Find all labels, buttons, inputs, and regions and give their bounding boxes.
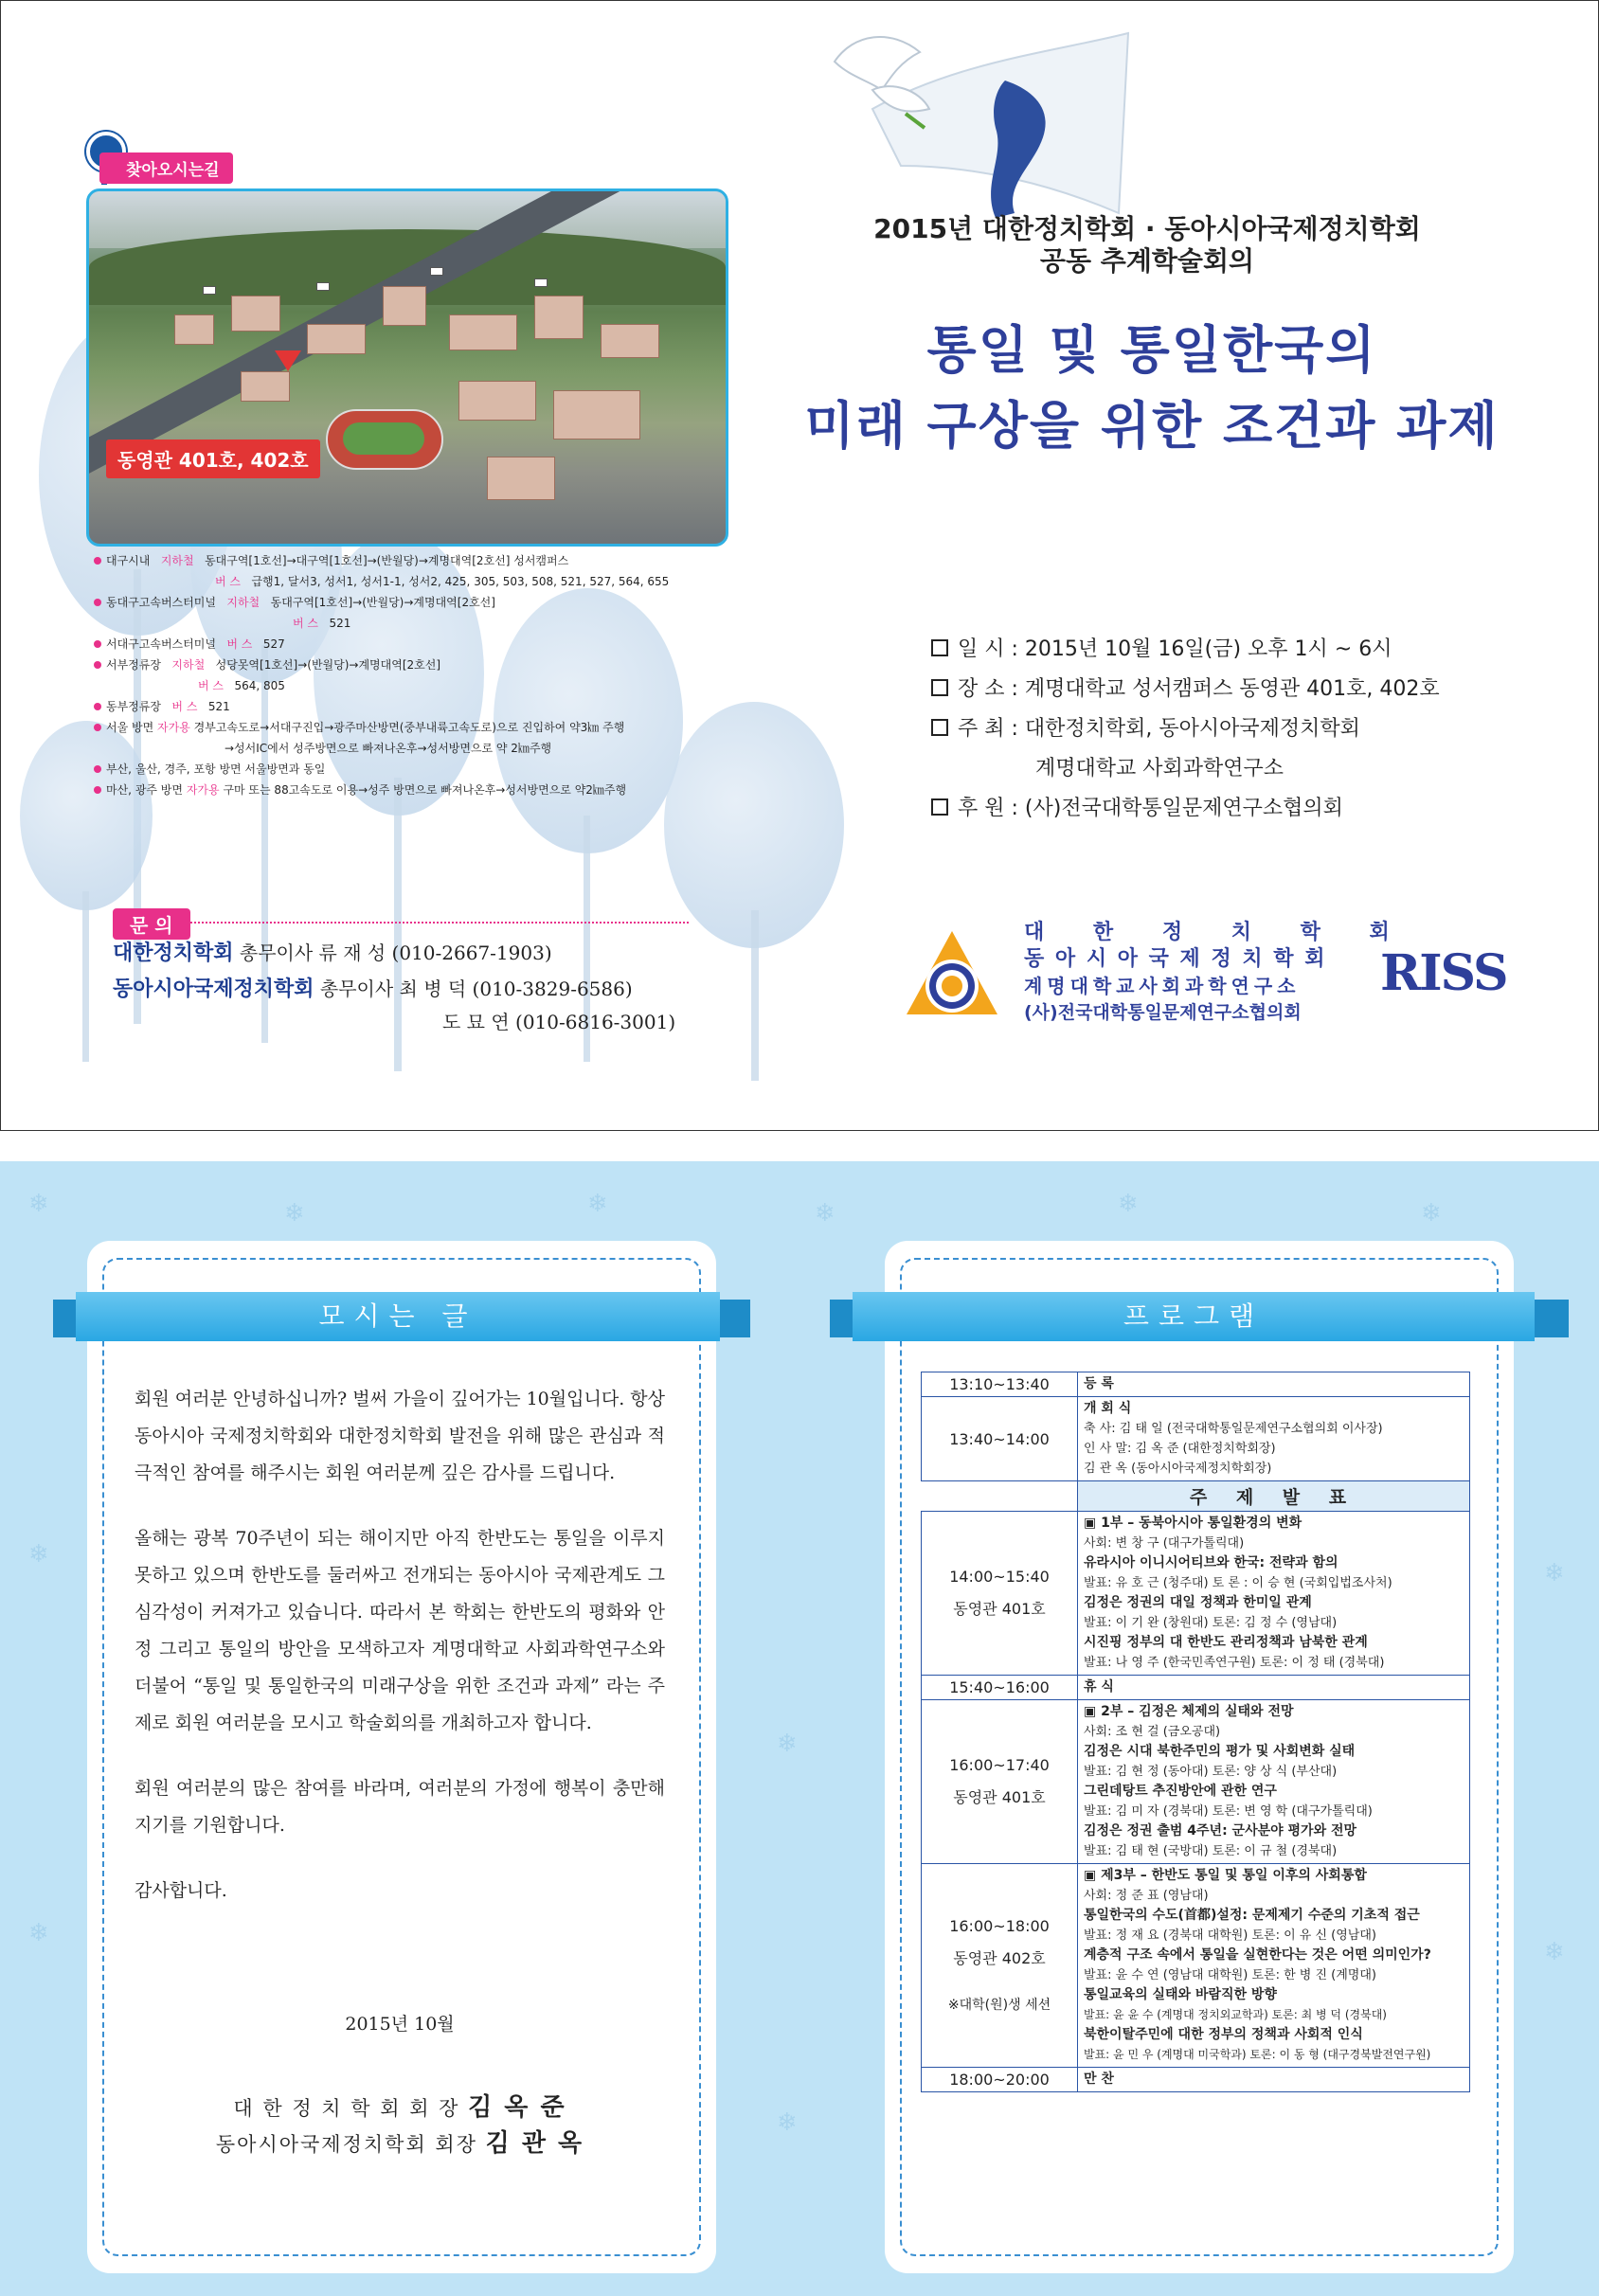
contact-row: 도 묘 연 (010-6816-3001) — [442, 1011, 676, 1033]
direction-row: 버 스 521 — [293, 617, 351, 630]
program-heading: 프로그램 — [853, 1292, 1535, 1341]
bullet-icon — [94, 724, 101, 731]
inquiry-badge: 문 의 — [113, 908, 190, 940]
inner-panel: ❄ ❄ ❄ ❄ ❄ ❄ ❄ ❄ ❄ ❄ ❄ ❄ — [0, 1161, 1599, 2296]
table-row: 16:00~17:40 동영관 401호 ▣ 2부 – 김정은 체제의 실태와 전망 사회: 조 현 걸 (금오공대) 김정은 시대 북한주민의 평가 및 사회변화 실태 발표: 김 현 정 (동아대) 토론: 양 상 식 (부산대) 그린데탕트 추진방안에 관한 연구 발표: 김 미 자 (경북대) 토론: 변 영 학 (대구가톨릭대) 김정은 정권 출범 4주년: 군사분야 평가와 전망 발표: 김 태 현 (국방대) 토론: 이 규 철 (경북대) — [922, 1700, 1470, 1864]
theme-header: 주 제 발 표 — [1078, 1481, 1470, 1512]
table-row: 18:00~20:00 만 찬 — [922, 2068, 1470, 2092]
letter-paragraph: 회원 여러분 안녕하십니까? 벌써 가을이 깊어가는 10월입니다. 항상 동아시아 국제정치학회와 대한정치학회 발전을 위해 많은 관심과 적극적인 참여를 해주시는 회원 여러분께 깊은 감사를 드립니다. — [135, 1389, 665, 1483]
direction-row: 서울 방면 자가용 경부고속도로→서대구진입→광주마산방면(중부내륙고속도로)으로 진입하여 약3㎞ 주행 — [94, 717, 738, 738]
cover-panel — [0, 0, 1599, 1131]
association-logo — [903, 927, 1001, 1018]
program-table — [921, 1372, 1470, 2092]
info-row-host: 주 최 : 대한정치학회, 동아시아국제정치학회 — [931, 709, 1440, 749]
bullet-icon — [94, 599, 101, 606]
checkbox-icon — [931, 798, 948, 816]
direction-row: →성서IC에서 성주방면으로 빠져나온후→성서방면으로 약 2㎞주행 — [225, 742, 552, 755]
event-info — [931, 630, 1440, 829]
letter-paragraph: 회원 여러분의 많은 참여를 바라며, 여러분의 가정에 행복이 충만해지기를 기원합니다. — [135, 1778, 665, 1836]
direction-row: 동부정류장 버 스 521 — [94, 696, 738, 717]
table-row: 13:40~14:00 개 회 식 축 사: 김 태 일 (전국대학통일문제연구소협의회 이사장) 인 사 말: 김 옥 준 (대한정치학회장) 김 관 옥 (동아시아국제정치학회장) — [922, 1397, 1470, 1481]
campus-map — [86, 188, 728, 547]
direction-row: 버 스 564, 805 — [198, 679, 285, 692]
invitation-heading: 모시는 글 — [76, 1292, 720, 1341]
bullet-icon — [94, 661, 101, 669]
divider — [187, 922, 689, 924]
event-header: 2015년 대한정치학회 · 동아시아국제정치학회 공동 추계학술회의 — [873, 213, 1421, 277]
bullet-icon — [94, 557, 101, 565]
contact-row: 대한정치학회 총무이사 류 재 성 (010-2667-1903) — [113, 942, 552, 965]
direction-row: 서대구고속버스터미널 버 스 527 — [94, 634, 738, 655]
direction-row: 동대구고속버스터미널 지하철 동대구역[1호선]→(반월당)→계명대역[2호선] — [94, 592, 738, 613]
info-row-place: 장 소 : 계명대학교 성서캠퍼스 동영관 401호, 402호 — [931, 670, 1440, 709]
direction-row: 마산, 광주 방면 자가용 구마 또는 88고속도로 이용→성주 방면으로 빠져나온후→성서방면으로 약2㎞주행 — [94, 780, 738, 800]
letter-paragraph: 올해는 광복 70주년이 되는 해이지만 아직 한반도는 통일을 이루지 못하고 있으며 한반도를 둘러싸고 전개되는 동아시아 국제관계도 그 심각성이 커져가고 있습니다. 따라서 본 학회는 한반도의 평화와 안정 그리고 통일의 방안을 모색하고자 계명대학교 사회과학연구소와 더불어 “통일 및 통일한국의 미래구상을 위한 조건과 과제” 라는 주제로 회원 여러분을 모시고 학술회의를 개최하고자 합니다. — [135, 1528, 665, 1733]
dove-illustration — [816, 24, 1138, 232]
info-row-host2: 계명대학교 사회과학연구소 — [1035, 757, 1285, 780]
direction-row: 부산, 울산, 경주, 포항 방면 서울방면과 동일 — [94, 759, 738, 780]
table-row: 16:00~18:00 동영관 402호 ※대학(원)생 세션 ▣ 제3부 – 한반도 통일 및 통일 이후의 사회통합 사회: 정 준 표 (영남대) 통일한국의 수도(首都)설정: 문제제기 수준의 기초적 접근 발표: 정 재 요 (경북대 대학원) 토론: 이 유 신 (영남대) 계층적 구조 속에서 통일을 실현한다는 것은 어떤 의미인가? 발표: 윤 수 연 (영남대 대학원) 토론: 한 병 진 (계명대) 통일교육의 실태와 바람직한 방향 발표: 윤 윤 수 (계명대 정치외교학과) 토론: 최 병 덕 (경북대) 북한이탈주민에 대한 정부의 정책과 사회적 인식 발표: 윤 민 우 (계명대 미국학과) 토론: 이 동 형 (대구경북발전연구원) — [922, 1864, 1470, 2068]
letter-date: 2015년 10월 — [345, 2014, 455, 2035]
table-row: 14:00~15:40 동영관 401호 ▣ 1부 – 동북아시아 통일환경의 변화 사회: 변 창 구 (대구가톨릭대) 유라시아 이니시어티브와 한국: 전략과 함의 발표: 유 호 근 (청주대) 토 론 : 이 승 현 (국회입법조사처) 김정은 정권의 대일 정책과 한미일 관계 발표: 이 기 완 (창원대) 토론: 김 정 수 (영남대) 시진핑 정부의 대 한반도 관리정책과 남북한 관계 발표: 나 영 주 (한국민족연구원) 토론: 이 정 태 (경북대) — [922, 1512, 1470, 1676]
bullet-icon — [94, 640, 101, 648]
signature: 동아시아국제정치학회 회장 김 관 옥 — [215, 2129, 584, 2158]
event-title-line1: 통일 및 통일한국의 — [926, 320, 1377, 380]
direction-row: 대구시내 지하철 동대구역[1호선]→대구역[1호선]→(반월당)→계명대역[2호선] 성서캠퍼스 — [94, 550, 738, 571]
table-row — [922, 1481, 1470, 1512]
signature: 대 한 정 치 학 회 회 장 김 옥 준 — [233, 2093, 566, 2122]
checkbox-icon — [931, 679, 948, 696]
info-row-date: 일 시 : 2015년 10월 16일(금) 오후 1시 ~ 6시 — [931, 630, 1440, 670]
direction-row: 버 스 급행1, 달서3, 성서1, 성서1-1, 성서2, 425, 305, 503, 508, 521, 527, 564, 655 — [215, 575, 670, 588]
map-venue-label: 동영관 401호, 402호 — [106, 439, 320, 478]
info-row-sponsor: 후 원 : (사)전국대학통일문제연구소협의회 — [931, 789, 1440, 829]
table-row: 15:40~16:00 휴 식 — [922, 1676, 1470, 1700]
riss-logo: RISS — [1380, 944, 1507, 1002]
checkbox-icon — [931, 639, 948, 656]
table-row: 13:10~13:40 등 록 — [922, 1372, 1470, 1397]
map-sports-field — [326, 409, 443, 470]
invitation-letter — [135, 1381, 665, 1938]
event-title-line2: 미래 구상을 위한 조건과 과제 — [804, 396, 1500, 456]
directions-tag: 찾아오시는길 — [99, 152, 233, 184]
bullet-icon — [94, 765, 101, 773]
bullet-icon — [94, 786, 101, 794]
venue-arrow-icon — [275, 350, 301, 371]
organizer-list: 대 한 정 치 학 회 동 아 시 아 국 제 정 치 학 회 계 명 대 학 교 사 회 과 학 연 구 소 (사)전국대학통일문제연구소협의회 — [1024, 921, 1410, 1023]
checkbox-icon — [931, 719, 948, 736]
contact-row: 동아시아국제정치학회 총무이사 최 병 덕 (010-3829-6586) — [113, 978, 633, 1001]
directions-list — [94, 550, 738, 800]
letter-paragraph: 감사합니다. — [135, 1880, 227, 1901]
direction-row: 서부정류장 지하철 성당못역[1호선]→(반월당)→계명대역[2호선] — [94, 655, 738, 675]
bullet-icon — [94, 703, 101, 710]
